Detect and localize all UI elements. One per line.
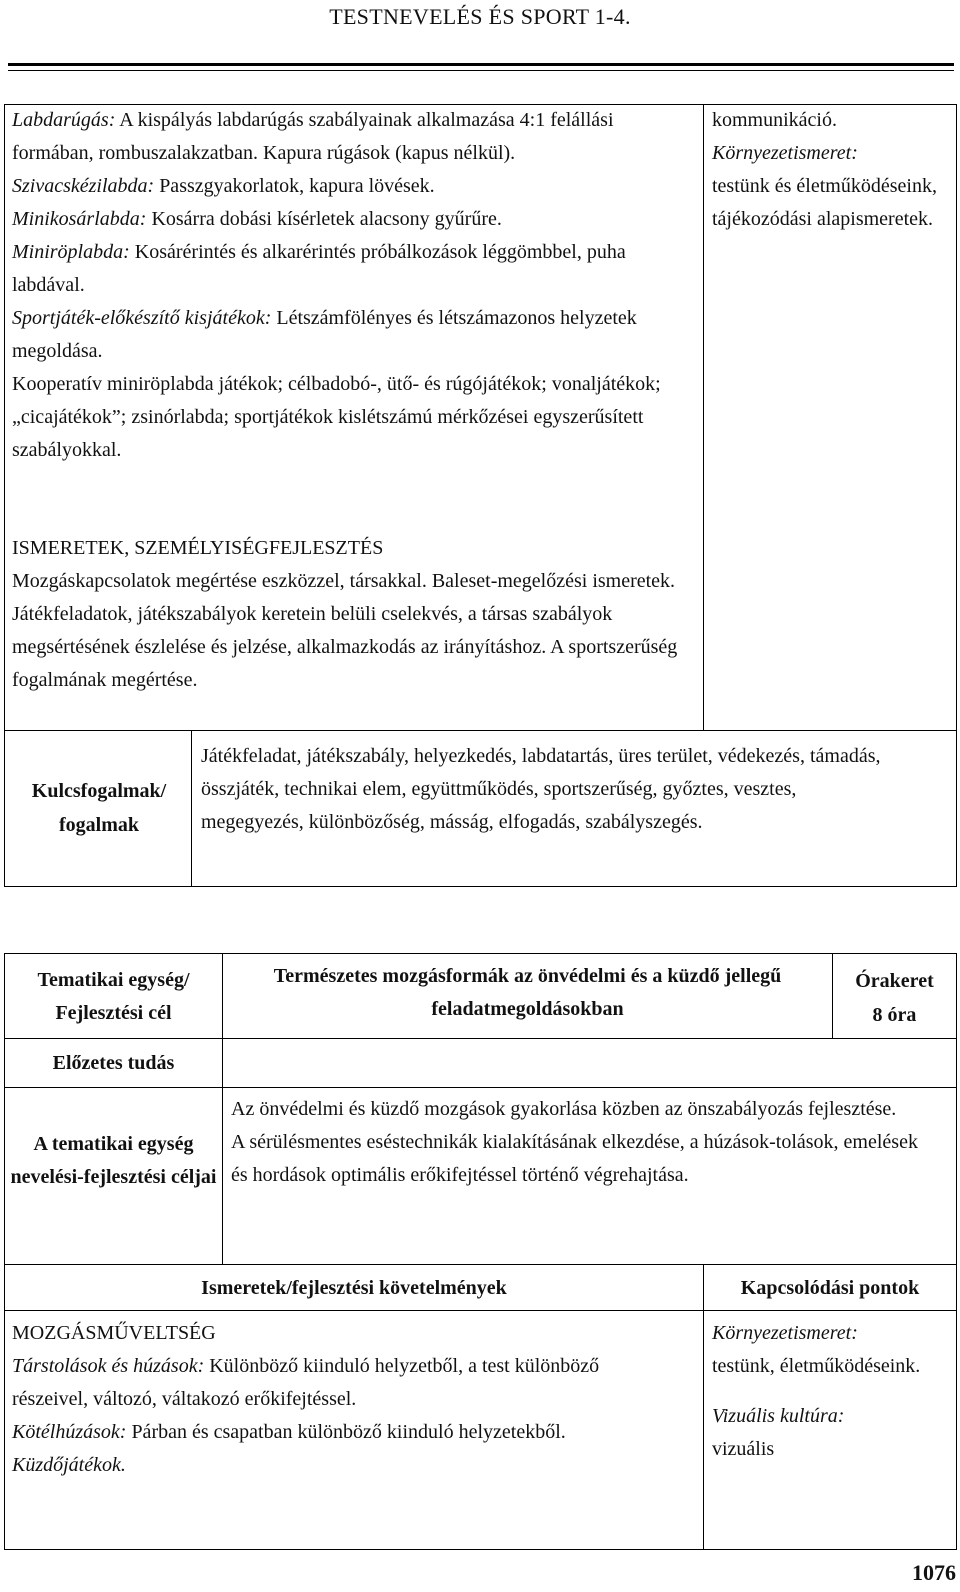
vizualis-text: vizuális (712, 1438, 775, 1460)
orakeret-label: Órakeret (855, 970, 934, 992)
szivacskezilabda-line: Szivacskézilabda: Passzgyakorlatok, kapura lövések. (12, 175, 435, 197)
ismeretek-paragraph-1: Mozgáskapcsolatok megértése eszközzel, társakkal. Baleset-megelőzési ismeretek. (12, 570, 676, 592)
labdarugas-line: Labdarúgás: A kispályás labdarúgás szabályainak alkalmazása 4:1 felállási formában, rombuszalakzatban. Kapura rúgások (kapus nélkül). (12, 109, 614, 164)
kuzdojatekok-line: Küzdőjátékok. (12, 1454, 126, 1476)
celjai-text (231, 1093, 931, 1192)
header-rule-thin (8, 70, 954, 71)
running-header: TESTNEVELÉS ÉS SPORT 1-4. (329, 4, 631, 29)
kommunikacio-line: kommunikáció. (712, 109, 837, 131)
mozgas-content-text (12, 1317, 672, 1482)
tematikai-label: Tematikai egység/ Fejlesztési cél (37, 969, 190, 1024)
kapcsolodasi-column-header: Kapcsolódási pontok (740, 1277, 920, 1299)
sport-content-text (12, 104, 698, 467)
kulcsfogalmak-text: Játékfeladat, játékszabály, helyezkedés, labdatartás, üres terület, védekezés, támadás, összjáték, technikai elem, együttműködés, sportszerűség, győztes, vesztes, megegyezés, különbözőség, másság, elfogadás, szabályszegés. (201, 745, 881, 833)
orakeret-value: 8 óra (872, 1004, 917, 1026)
unit-title: Természetes mozgásformák az önvédelmi és a küzdő jellegű feladatmegoldásokban (273, 965, 782, 1020)
celjai-paragraph-2: A sérülésmentes eséstechnikák kialakításának elkezdése, a húzások-tolások, emelések és hordások optimális erőkifejtéssel történő végrehajtása. (231, 1131, 918, 1186)
kornyezetismeret-label: Környezetismeret: (712, 142, 858, 164)
kooperativ-line: Kooperatív miniröplabda játékok; célbadobó-, ütő- és rúgójátékok; vonaljátékok; „cicajátékok”; zsinórlabda; sportjátékok kislétszámú mérkőzései egyszerűsített szabályokkal. (12, 373, 661, 461)
ismeretek-heading: ISMERETEK, SZEMÉLYISÉGFEJLESZTÉS (12, 537, 384, 559)
ismeretek-paragraph-2: Játékfeladatok, játékszabályok keretein belüli cselekvés, a társas szabályok megsértésének észlelése és jelzése, alkalmazkodás az irányításhoz. A sportszerűség fogalmának megértése. (12, 603, 678, 691)
kotelhuzas-line: Kötélhúzások: Párban és csapatban különböző kiinduló helyzetekből. (12, 1421, 566, 1443)
kulcsfogalmak-label: Kulcsfogalmak/ fogalmak (31, 780, 167, 836)
page-number: 1076 (912, 1560, 956, 1585)
tarsitasok-line: Társtolások és húzások: Különböző kiinduló helyzetből, a test különböző részeivel, változó, váltakozó erőkifejtéssel. (12, 1355, 600, 1410)
sportjatek-line: Sportjáték-előkészítő kisjátékok: Létszámfölényes és létszámazonos helyzetek megoldása. (12, 307, 637, 362)
connections-text (712, 104, 952, 236)
vizualis-kultura-label: Vizuális kultúra: (712, 1405, 845, 1427)
kapcsolodasi-content-text (712, 1317, 952, 1466)
header-rule (8, 63, 954, 66)
elozetes-label: Előzetes tudás (52, 1052, 175, 1074)
kornyezetismeret-text-2: testünk, életműködéseink. (712, 1355, 921, 1377)
ismeretek-section (12, 532, 698, 697)
kornyezetismeret-text: testünk és életműködéseink, tájékozódási alapismeretek. (712, 175, 937, 230)
celjai-paragraph-1: Az önvédelmi és küzdő mozgások gyakorlása közben az önszabályozás fejlesztése. (231, 1098, 897, 1120)
mozgas-heading: MOZGÁSMŰVELTSÉG (12, 1322, 216, 1344)
minikosarlabda-line: Minikosárlabda: Kosárra dobási kísérletek alacsony gyűrűre. (12, 208, 502, 230)
kornyezetismeret-label-2: Környezetismeret: (712, 1322, 858, 1344)
elozetes-text-cell (222, 1038, 957, 1088)
ismeretek-column-header: Ismeretek/fejlesztési követelmények (201, 1277, 507, 1299)
miniroplabda-line: Miniröplabda: Kosárérintés és alkarérintés próbálkozások léggömbbel, puha labdával. (12, 241, 626, 296)
celjai-label: A tematikai egység nevelési-fejlesztési céljai (10, 1133, 217, 1188)
